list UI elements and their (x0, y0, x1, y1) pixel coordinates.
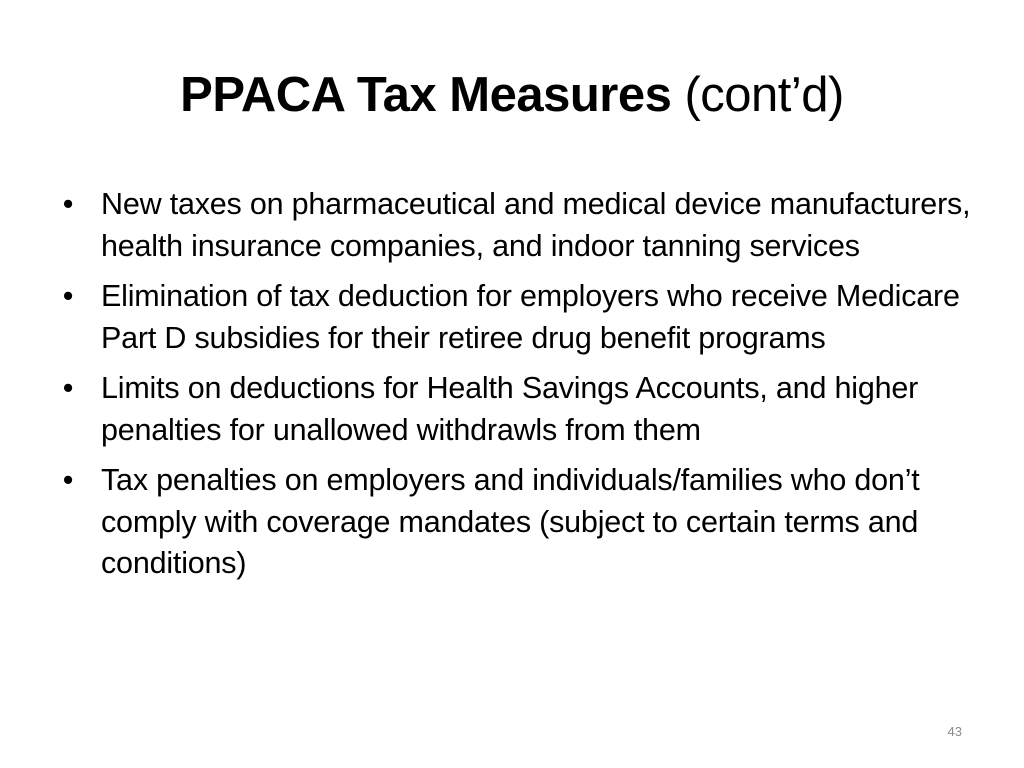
bullet-item (58, 368, 978, 451)
slide-title-bold: PPACA Tax Measures (180, 68, 672, 122)
bullet-icon: • (62, 187, 74, 221)
bullet-icon: • (62, 279, 74, 313)
bullet-text: Tax penalties on employers and individuals/families who don’t comply with coverage mandates (subject to certain terms and conditions) (101, 463, 920, 580)
page-number: 43 (947, 724, 962, 739)
slide-title (0, 62, 1024, 128)
bullet-item (58, 184, 978, 267)
bullet-icon: • (62, 371, 74, 405)
bullet-text: Limits on deductions for Health Savings Accounts, and higher penalties for unallowed withdrawls from them (101, 371, 919, 447)
bullet-text: New taxes on pharmaceutical and medical device manufacturers, health insurance companies, and indoor tanning services (101, 187, 971, 263)
bullet-icon: • (62, 463, 74, 497)
bullet-list (58, 184, 978, 594)
bullet-item (58, 460, 978, 585)
bullet-item (58, 276, 978, 359)
bullet-text: Elimination of tax deduction for employers who receive Medicare Part D subsidies for their retiree drug benefit programs (101, 279, 960, 355)
slide-title-suffix: (cont’d) (684, 68, 844, 122)
